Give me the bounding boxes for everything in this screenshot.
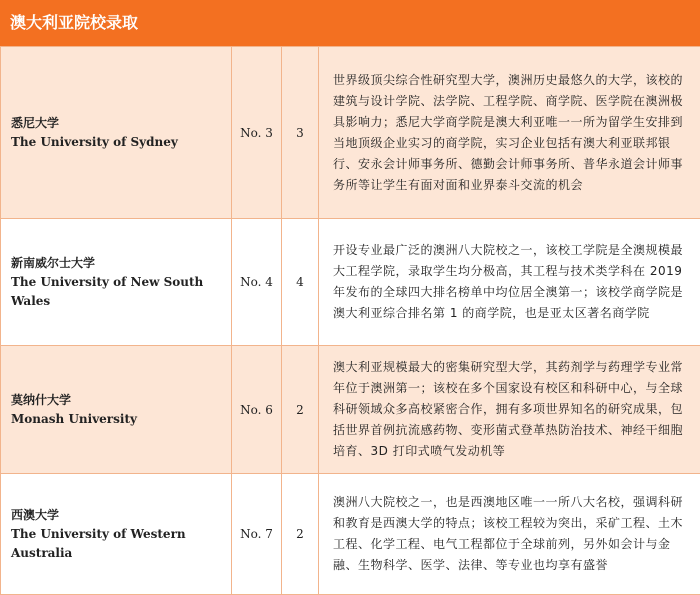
table-row	[1, 219, 700, 346]
university-name-cell	[1, 219, 232, 346]
description-cell: 澳大利亚规模最大的密集研究型大学，其药剂学与药理学专业常年位于澳洲第一；该校在多个国家设有校区和科研中心，与全球科研领域众多高校紧密合作，拥有多项世界知名的研究成果，包括世界首例抗流感药物、变形菌式登革热防治技术、神经干细胞培育、3D 打印式喷气发动机等	[319, 346, 700, 474]
university-name-en: The University of Sydney	[11, 133, 230, 152]
ranking-cell: No. 3	[232, 47, 282, 219]
description-cell: 澳洲八大院校之一，也是西澳地区唯一一所八大名校，强调科研和教育是西澳大学的特点；该校工程较为突出，采矿工程、土木工程、化学工程、电气工程都位于全球前列，另外如会计与金融、生物科学、医学、法律、等专业也均享有盛誉	[319, 474, 700, 595]
admission-count-cell: 2	[282, 346, 319, 474]
description-cell: 世界级顶尖综合性研究型大学，澳洲历史最悠久的大学，该校的建筑与设计学院、法学院、工程学院、商学院、医学院在澳洲极具影响力；悉尼大学商学院是澳大利亚唯一一所为留学生安排到当地顶级企业实习的商学院，实习企业包括有澳大利亚联邦银行、安永会计师事务所、德勤会计师事务所、普华永道会计师事务所等让学生有面对面和业界泰斗交流的机会	[319, 47, 700, 219]
admission-count-cell: 2	[282, 474, 319, 595]
admission-count-cell: 3	[282, 47, 319, 219]
university-name-cell	[1, 47, 232, 219]
ranking-cell: No. 6	[232, 346, 282, 474]
university-name-cn: 悉尼大学	[11, 114, 230, 133]
university-name-en: The University of New South Wales	[11, 273, 230, 311]
university-name-cell	[1, 474, 232, 595]
university-name-cn: 西澳大学	[11, 506, 230, 525]
university-name-en: Monash University	[11, 410, 230, 429]
university-name-en: The University of Western Australia	[11, 525, 230, 563]
universities-table	[0, 46, 700, 595]
table-row	[1, 47, 700, 219]
ranking-cell: No. 7	[232, 474, 282, 595]
description-cell: 开设专业最广泛的澳洲八大院校之一，该校工学院是全澳规模最大工程学院，录取学生均分极高，其工程与技术类学科在 2019 年发布的全球四大排名榜单中均位居全澳第一；该校学商学院是澳大利亚综合排名第 1 的商学院，也是亚太区著名商学院	[319, 219, 700, 346]
admission-count-cell: 4	[282, 219, 319, 346]
table-row	[1, 346, 700, 474]
university-name-cn: 新南威尔士大学	[11, 254, 230, 273]
ranking-cell: No. 4	[232, 219, 282, 346]
table-row	[1, 474, 700, 595]
university-name-cell	[1, 346, 232, 474]
university-name-cn: 莫纳什大学	[11, 391, 230, 410]
table-title: 澳大利亚院校录取	[0, 0, 700, 46]
